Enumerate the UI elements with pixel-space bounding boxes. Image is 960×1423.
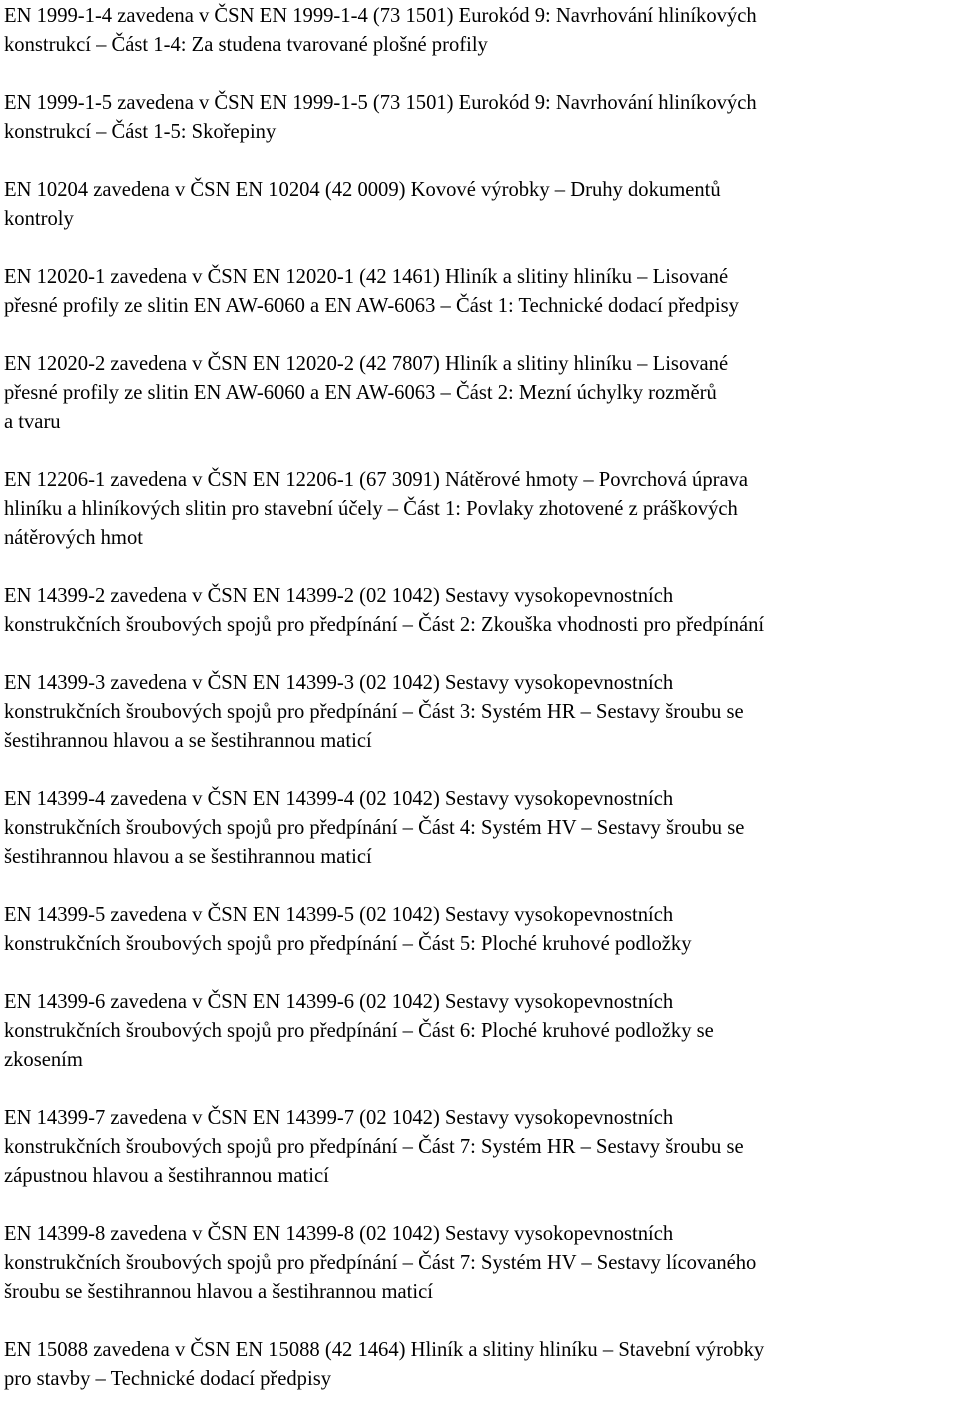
standard-entry — [4, 176, 958, 234]
entry-line: EN 12206-1 zavedena v ČSN EN 12206-1 (67 3091) Nátěrové hmoty – Povrchová úprava — [4, 468, 749, 491]
entry-line: EN 14399-7 zavedena v ČSN EN 14399-7 (02 1042) Sestavy vysokopevnostních — [4, 1106, 674, 1129]
entry-line: nátěrových hmot — [4, 526, 143, 549]
entry-line: EN 10204 zavedena v ČSN EN 10204 (42 0009) Kovové výrobky – Druhy dokumentů — [4, 178, 721, 201]
standard-entry — [4, 785, 958, 873]
entry-line: EN 1999-1-5 zavedena v ČSN EN 1999-1-5 (73 1501) Eurokód 9: Navrhování hliníkových — [4, 91, 757, 114]
entry-line: EN 1999-1-4 zavedena v ČSN EN 1999-1-4 (73 1501) Eurokód 9: Navrhování hliníkových — [4, 5, 757, 27]
document-page — [4, 2, 958, 1423]
entry-line: EN 14399-4 zavedena v ČSN EN 14399-4 (02 1042) Sestavy vysokopevnostních — [4, 787, 674, 810]
standard-entry — [4, 466, 958, 554]
entry-line: zkosením — [4, 1048, 83, 1071]
entry-line: EN 14399-6 zavedena v ČSN EN 14399-6 (02 1042) Sestavy vysokopevnostních — [4, 990, 674, 1013]
entry-line: hliníku a hliníkových slitin pro stavební účely – Část 1: Povlaky zhotovené z práškových — [4, 497, 738, 520]
entry-line: konstrukčních šroubových spojů pro předpínání – Část 2: Zkouška vhodnosti pro předpínání — [4, 613, 765, 636]
entry-line: šestihrannou hlavou a se šestihrannou maticí — [4, 729, 372, 752]
standard-entry — [4, 263, 958, 321]
entry-line: EN 14399-2 zavedena v ČSN EN 14399-2 (02 1042) Sestavy vysokopevnostních — [4, 584, 674, 607]
entry-line: EN 15088 zavedena v ČSN EN 15088 (42 1464) Hliník a slitiny hliníku – Stavební výrobky — [4, 1338, 765, 1361]
entry-line: konstrukcí – Část 1-5: Skořepiny — [4, 121, 277, 144]
standard-entry — [4, 669, 958, 757]
standard-entry — [4, 582, 958, 640]
entry-line: šroubu se šestihrannou hlavou a šestihrannou maticí — [4, 1281, 433, 1303]
entry-line: konstrukčních šroubových spojů pro předpínání – Část 4: Systém HV – Sestavy šroubu se — [4, 816, 745, 839]
standard-entry — [4, 350, 958, 438]
entry-line: šestihrannou hlavou a se šestihrannou maticí — [4, 845, 372, 868]
standard-entry — [4, 89, 958, 147]
entry-line: konstrukcí – Část 1-4: Za studena tvarované plošné profily — [4, 34, 488, 57]
entry-line: kontroly — [4, 207, 74, 230]
standard-entry — [4, 1220, 958, 1308]
standard-entry — [4, 901, 958, 959]
entry-line: konstrukčních šroubových spojů pro předpínání – Část 5: Ploché kruhové podložky — [4, 932, 692, 955]
standard-entry — [4, 988, 958, 1076]
entry-line: konstrukčních šroubových spojů pro předpínání – Část 3: Systém HR – Sestavy šroubu se — [4, 700, 744, 723]
entry-line: EN 14399-8 zavedena v ČSN EN 14399-8 (02 1042) Sestavy vysokopevnostních — [4, 1222, 674, 1245]
standard-entry — [4, 1336, 958, 1394]
entry-line: konstrukčních šroubových spojů pro předpínání – Část 7: Systém HR – Sestavy šroubu se — [4, 1135, 744, 1158]
entry-line: EN 12020-1 zavedena v ČSN EN 12020-1 (42 1461) Hliník a slitiny hliníku – Lisované — [4, 265, 729, 288]
entry-line: pro stavby – Technické dodací předpisy — [4, 1367, 332, 1390]
entry-line: EN 14399-5 zavedena v ČSN EN 14399-5 (02 1042) Sestavy vysokopevnostních — [4, 903, 674, 926]
entry-line: a tvaru — [4, 410, 61, 433]
standard-entry — [4, 1104, 958, 1192]
standard-entry — [4, 2, 958, 60]
entry-line: EN 12020-2 zavedena v ČSN EN 12020-2 (42 7807) Hliník a slitiny hliníku – Lisované — [4, 352, 729, 375]
entry-line: přesné profily ze slitin EN AW-6060 a EN AW-6063 – Část 1: Technické dodací předpisy — [4, 294, 739, 317]
entry-line: konstrukčních šroubových spojů pro předpínání – Část 7: Systém HV – Sestavy lícovaného — [4, 1251, 757, 1274]
entry-line: přesné profily ze slitin EN AW-6060 a EN AW-6063 – Část 2: Mezní úchylky rozměrů — [4, 381, 717, 404]
entry-line: zápustnou hlavou a šestihrannou maticí — [4, 1164, 329, 1187]
entry-line: EN 14399-3 zavedena v ČSN EN 14399-3 (02 1042) Sestavy vysokopevnostních — [4, 671, 674, 694]
entry-line: konstrukčních šroubových spojů pro předpínání – Část 6: Ploché kruhové podložky se — [4, 1019, 714, 1042]
